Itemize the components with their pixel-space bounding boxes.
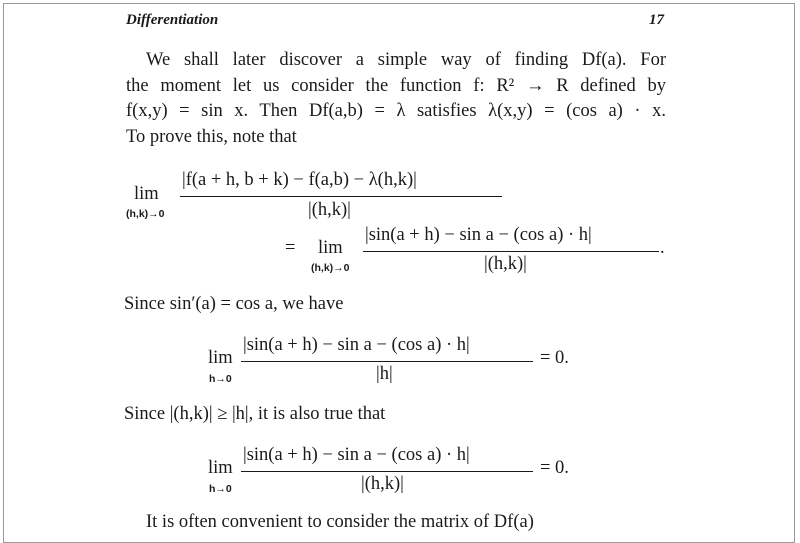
fraction-bar	[241, 361, 533, 362]
equals-sign: =	[285, 238, 296, 258]
fraction-numerator: |sin(a + h) − sin a − (cos a) · h|	[365, 225, 592, 245]
paragraph-derivative: Since sin′(a) = cos a, we have	[124, 294, 344, 314]
fraction-denominator: |h|	[376, 364, 393, 384]
paragraph-inequality: Since |(h,k)| ≥ |h|, it is also true that	[124, 404, 386, 424]
paragraph-line: To prove this, note that	[126, 126, 297, 147]
fraction-numerator: |sin(a + h) − sin a − (cos a) · h|	[243, 335, 470, 355]
lim-subscript: h→0	[209, 483, 232, 495]
fraction-numerator: |f(a + h, b + k) − f(a,b) − λ(h,k)|	[182, 170, 417, 190]
lim-subscript: h→0	[209, 373, 232, 385]
chapter-title: Differentiation	[126, 12, 219, 28]
lim-operator: lim	[134, 184, 159, 204]
lim-operator: lim	[208, 458, 233, 478]
lim-operator: lim	[318, 238, 343, 258]
page-number: 17	[649, 12, 664, 28]
fraction-denominator: |(h,k)|	[361, 474, 404, 494]
fraction-denominator: |(h,k)|	[484, 254, 527, 274]
paragraph-line: the moment let us consider the function f: R² → R defined by	[126, 75, 666, 96]
fraction-denominator: |(h,k)|	[308, 200, 351, 220]
fraction-bar	[363, 251, 659, 252]
paragraph-line: f(x,y) = sin x. Then Df(a,b) = λ satisfies λ(x,y) = (cos a) · x.	[126, 101, 666, 121]
fraction-bar	[180, 196, 502, 197]
cut-off-line: It is often convenient to consider the matrix of Df(a)	[146, 512, 534, 532]
paragraph-line: We shall later discover a simple way of finding Df(a). For	[146, 50, 666, 70]
lim-operator: lim	[208, 348, 233, 368]
paragraph-intro	[126, 48, 666, 150]
lim-subscript: (h,k)→0	[126, 208, 165, 220]
lim-subscript: (h,k)→0	[311, 262, 350, 274]
fraction-bar	[241, 471, 533, 472]
trailing-period: .	[660, 238, 665, 258]
equation-result: = 0.	[540, 348, 569, 368]
fraction-numerator: |sin(a + h) − sin a − (cos a) · h|	[243, 445, 470, 465]
equation-result: = 0.	[540, 458, 569, 478]
